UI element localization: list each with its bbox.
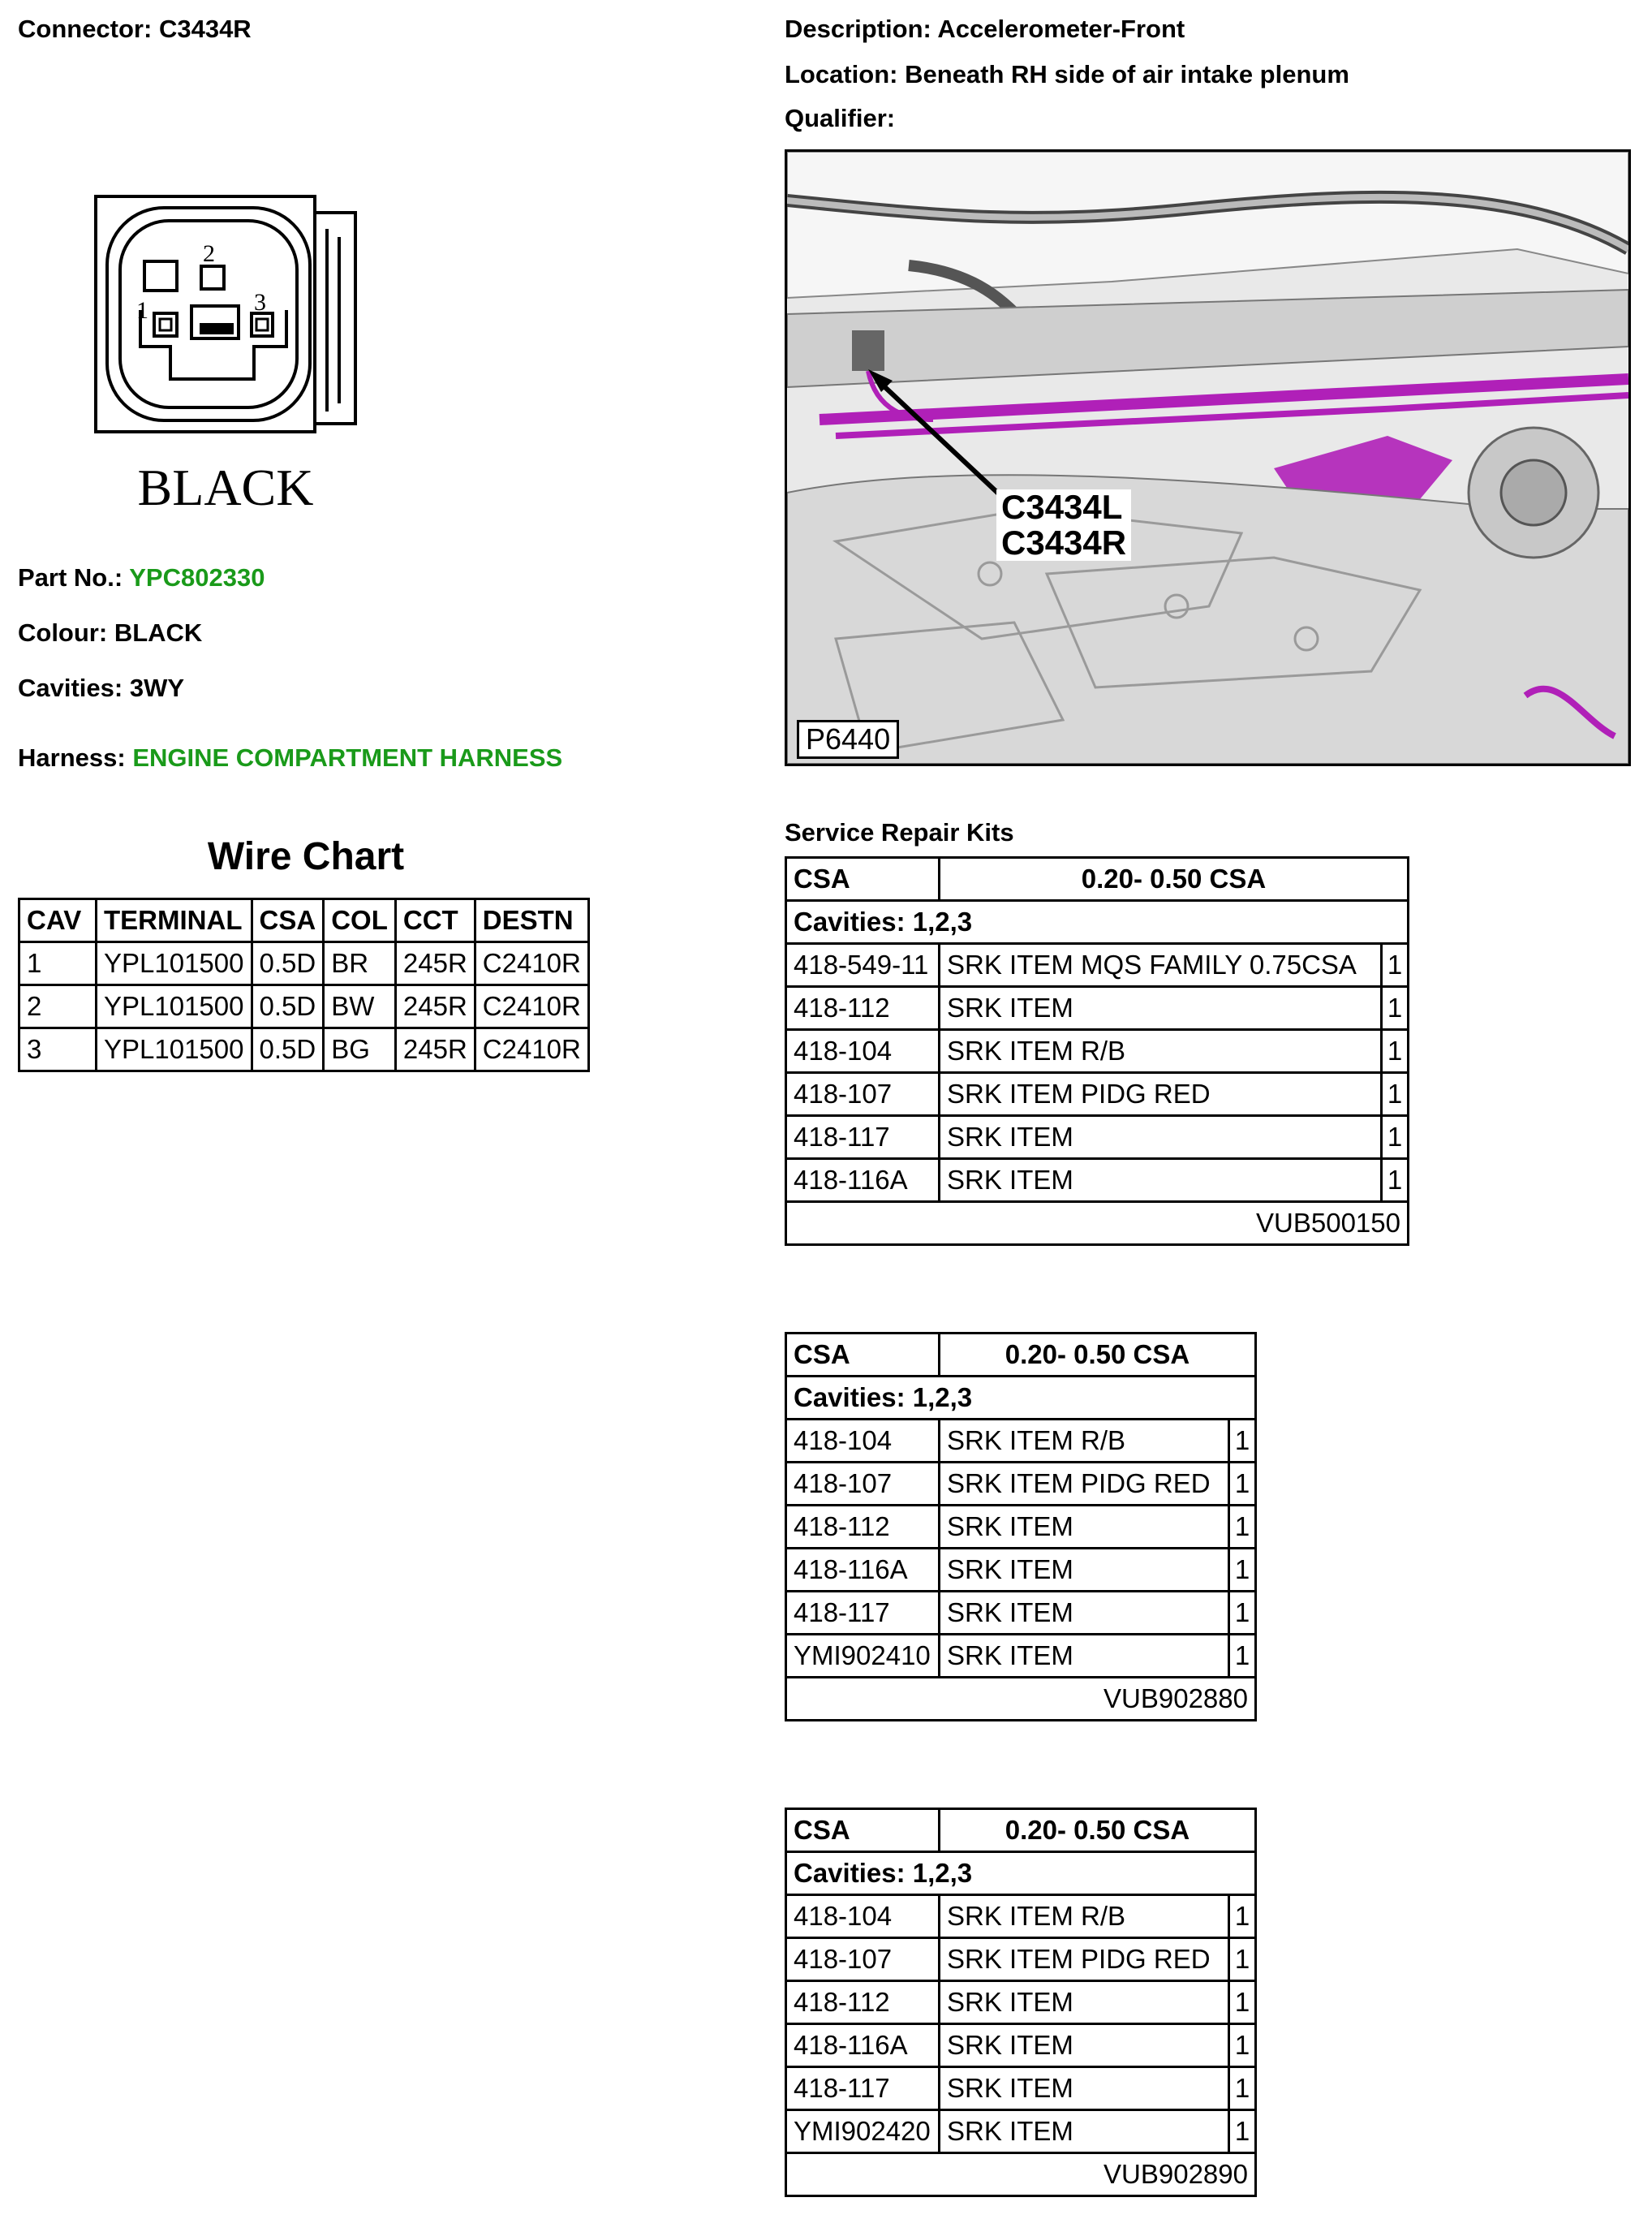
qualifier-field (785, 104, 895, 133)
location-photo (785, 149, 1631, 766)
kit-number: VUB902890 (786, 2153, 1256, 2196)
kit-cavities-row (786, 1852, 1256, 1895)
part-code: 418-549-11 (786, 944, 940, 987)
part-qty: 1 (1229, 1506, 1256, 1549)
part-desc: SRK ITEM (940, 2067, 1229, 2110)
table-row (786, 1506, 1256, 1549)
table-row (786, 2110, 1256, 2153)
part-desc: SRK ITEM PIDG RED (940, 1463, 1229, 1506)
table-row (786, 1030, 1409, 1073)
harness-field (18, 743, 562, 773)
location-value: Beneath RH side of air intake plenum (905, 60, 1349, 88)
harness-label: Harness: (18, 743, 126, 772)
colour-value: BLACK (114, 618, 203, 647)
pin-cavity-1 (154, 313, 177, 336)
part-desc: SRK ITEM R/B (940, 1030, 1382, 1073)
kit-csa-label: CSA (786, 1809, 940, 1852)
part-code: 418-112 (786, 1981, 940, 2024)
part-qty: 1 (1229, 1895, 1256, 1938)
connector-value: C3434R (158, 15, 252, 43)
table-row (786, 1159, 1409, 1202)
table-row (786, 1635, 1256, 1678)
wire-chart-table (18, 898, 590, 1072)
part-code: 418-116A (786, 1159, 940, 1202)
kit-cavities: Cavities: 1,2,3 (786, 1852, 1256, 1895)
cell: C2410R (475, 942, 588, 985)
pin-label-3: 3 (254, 289, 266, 316)
cell: 245R (395, 942, 475, 985)
callout-line-1: C3434L (1001, 488, 1123, 526)
part-code: 418-117 (786, 2067, 940, 2110)
table-row (786, 944, 1409, 987)
col-col: COL (324, 899, 396, 942)
part-qty: 1 (1229, 1981, 1256, 2024)
engine-bay-illustration (787, 152, 1628, 764)
kit-cavities-row (786, 1377, 1256, 1420)
cell: YPL101500 (97, 985, 252, 1028)
part-code: 418-104 (786, 1895, 940, 1938)
kit-csa-label: CSA (786, 858, 940, 901)
part-code: 418-107 (786, 1073, 940, 1116)
connector-colour-caption: BLACK (137, 459, 314, 513)
connector-label: Connector: (18, 15, 153, 43)
part-code: 418-104 (786, 1420, 940, 1463)
table-row (786, 1549, 1256, 1592)
table-row (786, 2024, 1256, 2067)
pin-label-1: 1 (136, 297, 148, 324)
description-field (785, 15, 1185, 44)
part-desc: SRK ITEM (940, 1635, 1229, 1678)
cell: C2410R (475, 1028, 588, 1071)
colour-label: Colour: (18, 618, 108, 647)
part-qty: 1 (1229, 2110, 1256, 2153)
description-label: Description: (785, 15, 931, 43)
part-code: 418-117 (786, 1116, 940, 1159)
qualifier-label: Qualifier: (785, 104, 896, 132)
part-desc: SRK ITEM MQS FAMILY 0.75CSA (940, 944, 1382, 987)
part-qty: 1 (1229, 1592, 1256, 1635)
cell: 3 (19, 1028, 97, 1071)
part-desc: SRK ITEM PIDG RED (940, 1073, 1382, 1116)
repair-kit-table-3 (785, 1808, 1257, 2197)
part-desc: SRK ITEM (940, 1506, 1229, 1549)
part-code: 418-116A (786, 1549, 940, 1592)
col-cct: CCT (395, 899, 475, 942)
harness-value: ENGINE COMPARTMENT HARNESS (132, 743, 563, 772)
part-desc: SRK ITEM (940, 1549, 1229, 1592)
part-code: YMI902410 (786, 1635, 940, 1678)
kit-cavities-row (786, 901, 1409, 944)
part-code: 418-107 (786, 1938, 940, 1981)
part-desc: SRK ITEM (940, 1592, 1229, 1635)
kit-cavities: Cavities: 1,2,3 (786, 1377, 1256, 1420)
part-no-value: YPC802330 (129, 563, 265, 592)
table-row (786, 1116, 1409, 1159)
part-qty: 1 (1229, 1420, 1256, 1463)
table-row (786, 1420, 1256, 1463)
part-code: 418-112 (786, 1506, 940, 1549)
table-row (786, 1463, 1256, 1506)
table-row (786, 1073, 1409, 1116)
kit-header-row (786, 1334, 1256, 1377)
description-value: Accelerometer-Front (937, 15, 1185, 43)
part-qty: 1 (1229, 2067, 1256, 2110)
cell: 245R (395, 985, 475, 1028)
pin-label-2: 2 (203, 240, 215, 267)
pin-cavity-2-aux (144, 261, 177, 291)
part-qty: 1 (1229, 1938, 1256, 1981)
table-row (786, 1895, 1256, 1938)
accelerometer-connector (852, 330, 884, 371)
part-qty: 1 (1382, 987, 1409, 1030)
part-desc: SRK ITEM (940, 1981, 1229, 2024)
pin-cavity-3 (252, 313, 273, 336)
col-terminal: TERMINAL (97, 899, 252, 942)
cell: 1 (19, 942, 97, 985)
part-code: 418-117 (786, 1592, 940, 1635)
cell: BG (324, 1028, 396, 1071)
cell: BW (324, 985, 396, 1028)
col-cav: CAV (19, 899, 97, 942)
col-destn: DESTN (475, 899, 588, 942)
cell: YPL101500 (97, 1028, 252, 1071)
kit-csa-value: 0.20- 0.50 CSA (940, 1809, 1256, 1852)
connector-field (18, 15, 252, 44)
callout-line-2: C3434R (1001, 524, 1127, 562)
kit-number: VUB500150 (786, 1202, 1409, 1245)
kit-number-row (786, 1678, 1256, 1721)
table-row (786, 1981, 1256, 2024)
col-csa: CSA (252, 899, 324, 942)
kit-csa-label: CSA (786, 1334, 940, 1377)
part-code: 418-116A (786, 2024, 940, 2067)
part-desc: SRK ITEM R/B (940, 1895, 1229, 1938)
part-qty: 1 (1229, 1463, 1256, 1506)
part-desc: SRK ITEM (940, 1159, 1382, 1202)
part-no-label: Part No.: (18, 563, 123, 592)
kit-number-row (786, 1202, 1409, 1245)
part-code: 418-104 (786, 1030, 940, 1073)
cell: 0.5D (252, 985, 324, 1028)
cell: BR (324, 942, 396, 985)
table-row (786, 2067, 1256, 2110)
service-repair-kits-title: Service Repair Kits (785, 818, 1014, 847)
colour-field (18, 618, 202, 648)
cell: 0.5D (252, 942, 324, 985)
part-code: 418-112 (786, 987, 940, 1030)
table-row (786, 987, 1409, 1030)
part-qty: 1 (1229, 1635, 1256, 1678)
photo-callout (996, 489, 1131, 561)
kit-csa-value: 0.20- 0.50 CSA (940, 858, 1409, 901)
part-code: YMI902420 (786, 2110, 940, 2153)
part-desc: SRK ITEM PIDG RED (940, 1938, 1229, 1981)
part-qty: 1 (1382, 1073, 1409, 1116)
wire-chart-header-row (19, 899, 589, 942)
cavities-field (18, 674, 184, 703)
repair-kit-table-1 (785, 856, 1409, 1246)
location-field (785, 60, 1349, 89)
table-row (19, 985, 589, 1028)
part-desc: SRK ITEM (940, 2110, 1229, 2153)
kit-number: VUB902880 (786, 1678, 1256, 1721)
part-code: 418-107 (786, 1463, 940, 1506)
part-desc: SRK ITEM (940, 987, 1382, 1030)
kit-cavities: Cavities: 1,2,3 (786, 901, 1409, 944)
location-label: Location: (785, 60, 898, 88)
table-row (786, 1938, 1256, 1981)
cell: 2 (19, 985, 97, 1028)
part-desc: SRK ITEM R/B (940, 1420, 1229, 1463)
part-no-field (18, 563, 265, 592)
part-qty: 1 (1382, 1159, 1409, 1202)
part-qty: 1 (1382, 944, 1409, 987)
repair-kit-table-2 (785, 1332, 1257, 1721)
wire-chart-title: Wire Chart (207, 835, 405, 878)
cell: YPL101500 (97, 942, 252, 985)
part-qty: 1 (1229, 2024, 1256, 2067)
cell: C2410R (475, 985, 588, 1028)
part-qty: 1 (1229, 1549, 1256, 1592)
kit-header-row (786, 1809, 1256, 1852)
table-row (19, 1028, 589, 1071)
kit-header-row (786, 858, 1409, 901)
connector-face-diagram (80, 180, 388, 513)
part-desc: SRK ITEM (940, 1116, 1382, 1159)
cavities-label: Cavities: (18, 674, 123, 702)
table-row (786, 1592, 1256, 1635)
pin-cavity-2 (201, 266, 224, 289)
part-qty: 1 (1382, 1116, 1409, 1159)
cell: 0.5D (252, 1028, 324, 1071)
cavities-value: 3WY (129, 674, 185, 702)
cell: 245R (395, 1028, 475, 1071)
kit-csa-value: 0.20- 0.50 CSA (940, 1334, 1256, 1377)
table-row (19, 942, 589, 985)
part-qty: 1 (1382, 1030, 1409, 1073)
part-desc: SRK ITEM (940, 2024, 1229, 2067)
photo-id-label: P6440 (797, 720, 899, 759)
kit-number-row (786, 2153, 1256, 2196)
